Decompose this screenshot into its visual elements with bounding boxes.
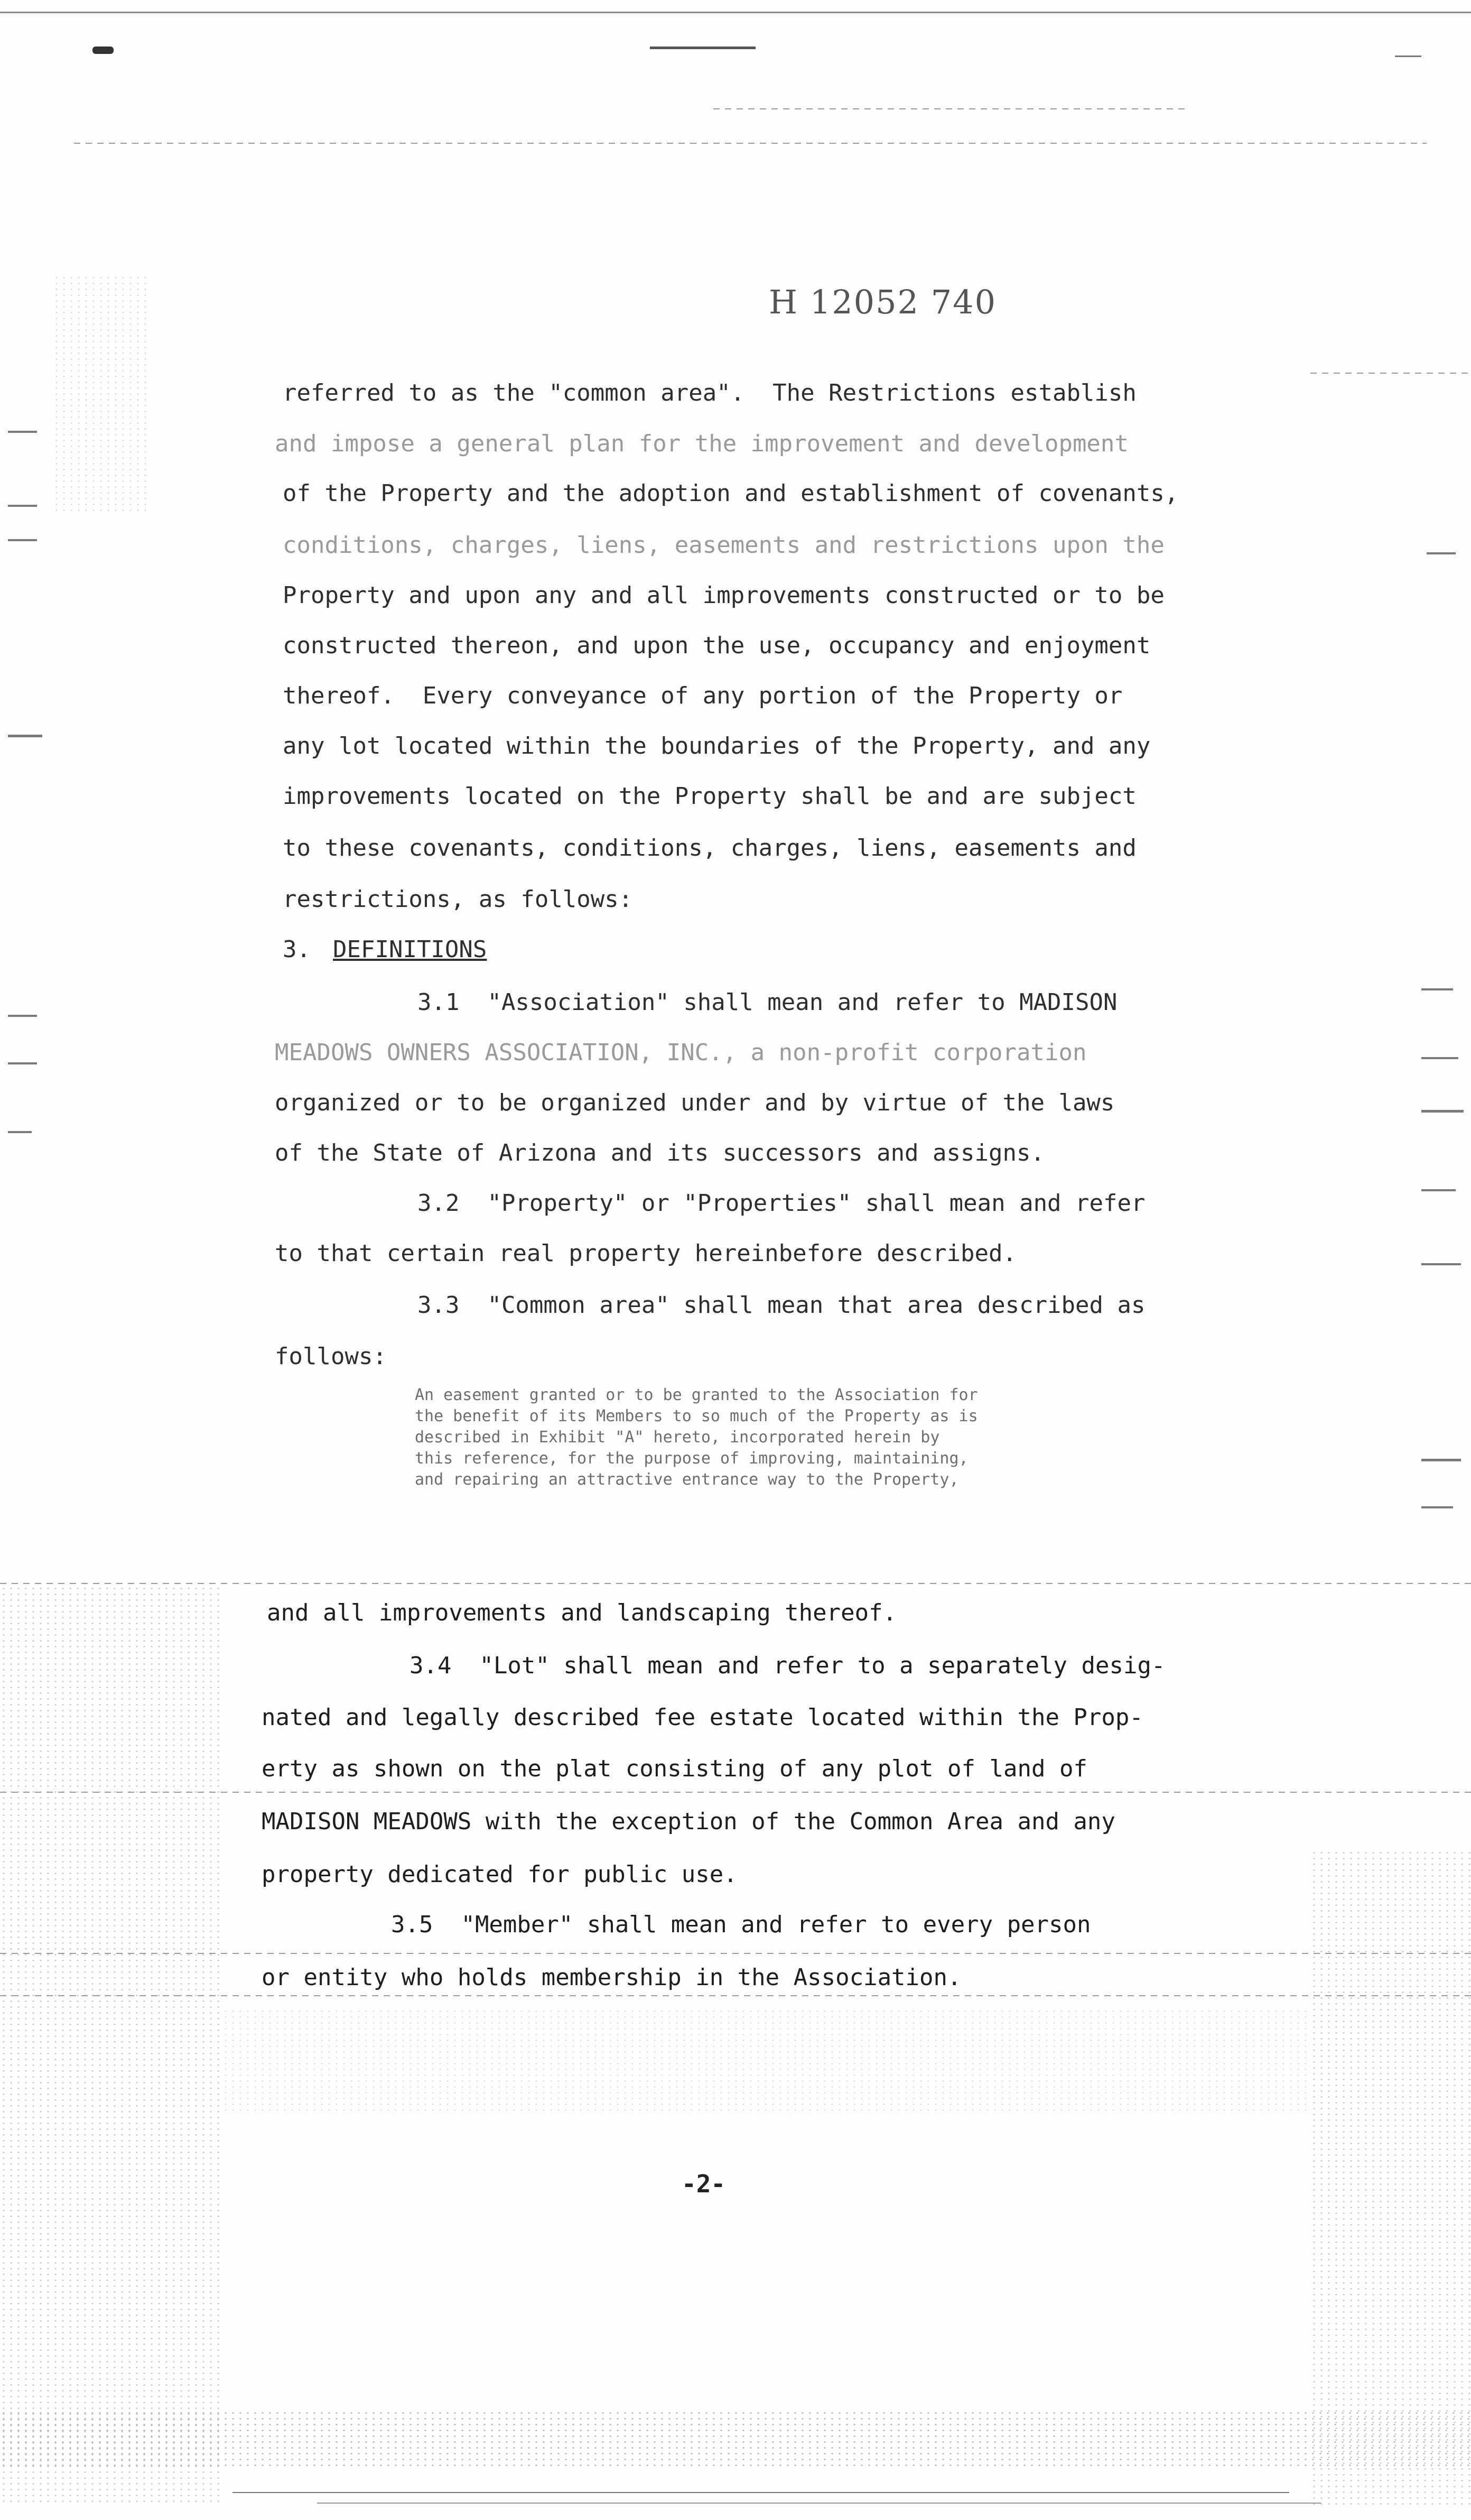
corner-mark <box>92 47 114 54</box>
definition-line: property dedicated for public use. <box>262 1861 738 1888</box>
definition-line: MEADOWS OWNERS ASSOCIATION, INC., a non-profit corporation <box>275 1039 1087 1066</box>
left-margin-mark <box>8 1015 37 1017</box>
exhibit-line: described in Exhibit "A" hereto, incorporated herein by <box>415 1428 940 1447</box>
paragraph-line: any lot located within the boundaries of the Property, and any <box>283 733 1151 759</box>
bottom-rule <box>232 2492 1289 2493</box>
paragraph-line: and impose a general plan for the improvement and development <box>275 430 1129 457</box>
paragraph-line: thereof. Every conveyance of any portion of the Property or <box>283 682 1123 709</box>
exhibit-line: and repairing an attractive entrance way to the Property, <box>415 1470 959 1489</box>
scan-noise-upper-left <box>53 275 148 513</box>
right-top-dash <box>1310 373 1469 374</box>
left-margin-mark <box>8 1062 37 1064</box>
paragraph-line: to these covenants, conditions, charges, liens, easements and <box>283 835 1137 861</box>
right-margin-mark <box>1421 1506 1453 1508</box>
left-margin-mark <box>8 539 37 541</box>
paragraph-line: referred to as the "common area". The Restrictions establish <box>283 379 1137 406</box>
definition-line: 3.3 "Common area" shall mean that area described as <box>417 1292 1146 1319</box>
definition-line: or entity who holds membership in the Association. <box>262 1964 962 1991</box>
section-title: DEFINITIONS <box>333 936 487 963</box>
paragraph-line: improvements located on the Property shall be and are subject <box>283 783 1137 810</box>
right-margin-mark <box>1421 1057 1458 1059</box>
definition-line: to that certain real property hereinbefore described. <box>275 1240 1017 1267</box>
definition-line: 3.5 "Member" shall mean and refer to every person <box>391 1911 1091 1938</box>
paragraph-line: conditions, charges, liens, easements and restrictions upon the <box>283 532 1165 559</box>
definition-line: erty as shown on the plat consisting of any plot of land of <box>262 1755 1087 1782</box>
left-margin-mark <box>8 735 42 737</box>
definition-line: of the State of Arizona and its successors and assigns. <box>275 1139 1045 1166</box>
exhibit-line: this reference, for the purpose of improving, maintaining, <box>415 1449 969 1468</box>
paragraph-line: constructed thereon, and upon the use, occupancy and enjoyment <box>283 632 1151 659</box>
page-number: -2- <box>682 2170 726 2198</box>
bottom-rule-2 <box>317 2503 1321 2504</box>
scan-noise-left <box>0 1586 222 2505</box>
top-scan-rule <box>0 12 1471 13</box>
right-margin-mark <box>1421 1110 1464 1113</box>
definition-line: nated and legally described fee estate located within the Prop- <box>262 1704 1143 1731</box>
right-margin-mark <box>1421 988 1453 990</box>
scan-noise-right <box>1310 1850 1471 2505</box>
top-right-mark <box>1395 55 1421 57</box>
definition-line: follows: <box>275 1343 387 1370</box>
exhibit-line: An easement granted or to be granted to the Association for <box>415 1386 978 1404</box>
right-margin-mark <box>1421 1189 1456 1191</box>
paragraph-line: of the Property and the adoption and establishment of covenants, <box>283 480 1179 507</box>
scan-noise-middle <box>222 2008 1310 2114</box>
paragraph-line: restrictions, as follows: <box>283 886 633 913</box>
continuation-line: and all improvements and landscaping thereof. <box>267 1599 897 1626</box>
definition-line: organized or to be organized under and by virtue of the laws <box>275 1089 1115 1116</box>
section-number: 3. <box>283 936 311 963</box>
top-center-mark <box>650 47 756 49</box>
left-margin-mark <box>8 505 37 507</box>
right-margin-mark <box>1421 1459 1461 1461</box>
definition-line: 3.2 "Property" or "Properties" shall mean and refer <box>417 1190 1146 1217</box>
scan-noise-bottom <box>0 2410 1471 2468</box>
paragraph-line: Property and upon any and all improvements constructed or to be <box>283 582 1165 609</box>
paste-seam-dash <box>0 1583 1471 1584</box>
definition-line: MADISON MEADOWS with the exception of the Common Area and any <box>262 1808 1115 1835</box>
left-margin-mark <box>8 431 37 433</box>
definition-line: 3.1 "Association" shall mean and refer to MADISON <box>417 989 1118 1016</box>
record-number: H 12052 740 <box>769 283 997 321</box>
definition-line: 3.4 "Lot" shall mean and refer to a separately desig- <box>409 1652 1166 1679</box>
exhibit-line: the benefit of its Members to so much of the Property as is <box>415 1407 978 1425</box>
right-margin-mark <box>1427 552 1456 554</box>
right-margin-mark <box>1421 1263 1461 1265</box>
top-scan-dash-2 <box>713 108 1189 109</box>
left-margin-mark <box>8 1131 32 1133</box>
top-scan-dash <box>74 143 1427 144</box>
